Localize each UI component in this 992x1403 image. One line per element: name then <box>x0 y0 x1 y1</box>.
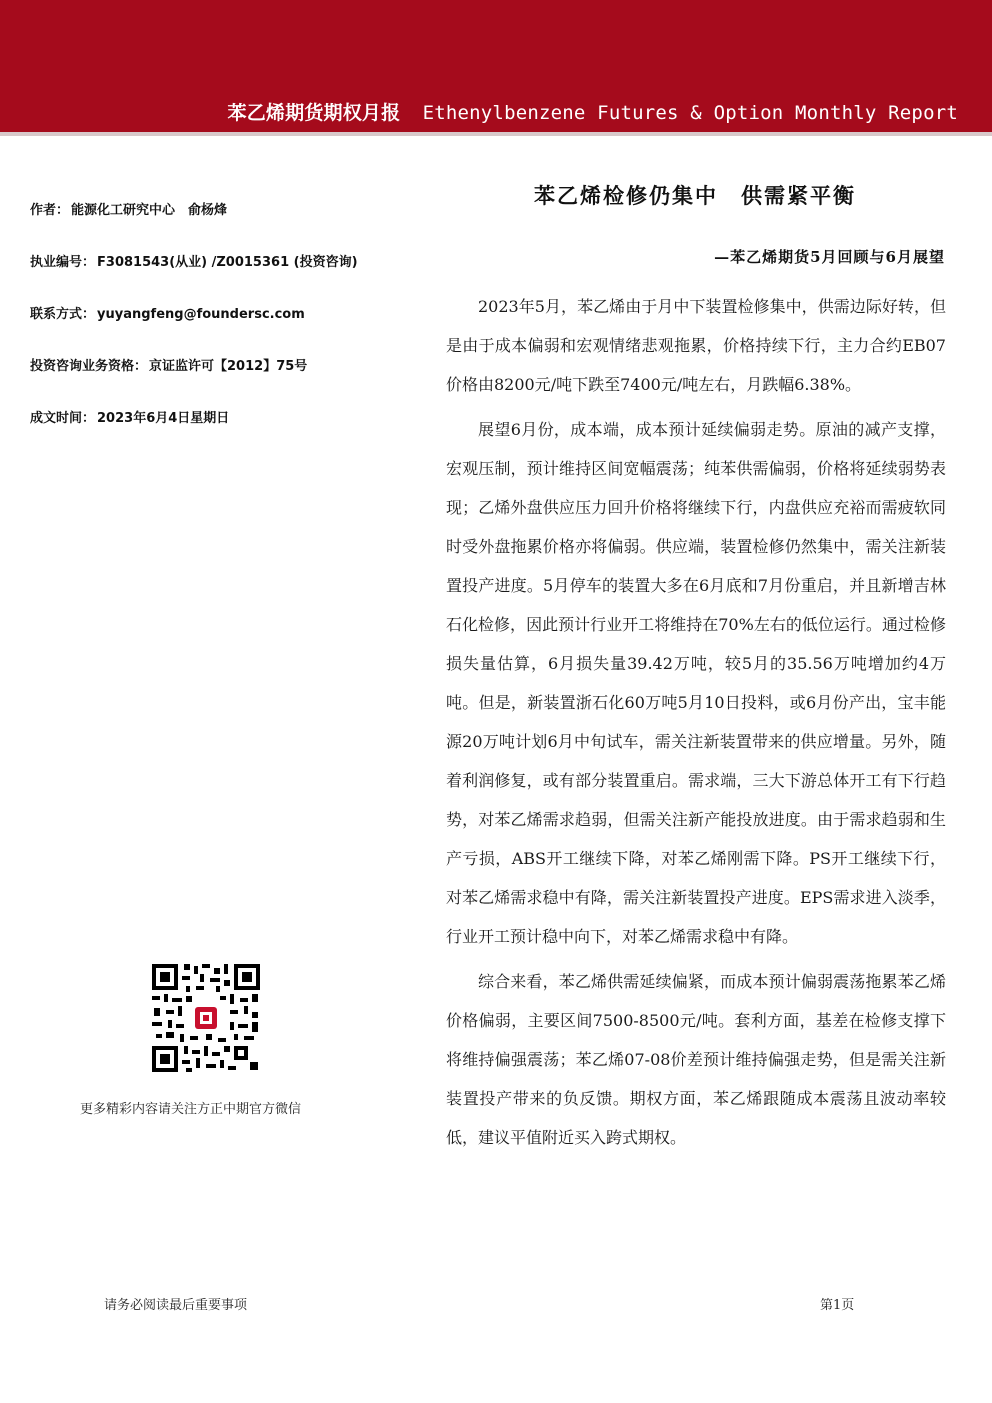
author-value: 能源化工研究中心 俞杨烽 <box>71 203 228 218</box>
header-divider <box>0 132 992 136</box>
qr-caption: 更多精彩内容请关注方正中期官方微信 <box>80 1102 302 1117</box>
qualification-value: 京证监许可【2012】75号 <box>149 359 308 374</box>
date-value: 2023年6月4日星期日 <box>97 411 230 426</box>
contact-label: 联系方式： <box>30 307 96 322</box>
license-label: 执业编号： <box>30 255 96 270</box>
paragraph-2: 展望6月份，成本端，成本预计延续偏弱走势。原油的减产支撑，宏观压制，预计维持区间宽幅震荡；纯苯供需偏弱，价格将延续弱势表现；乙烯外盘供应压力回升价格将继续下行，内盘供应充裕而需疲软同时受外盘拖累价格亦将偏弱。供应端，装置检修仍然集中，需关注新装置投产进度。5月停车的装置大多在6月底和7月份重启，并且新增吉林石化检修，因此预计行业开工将维持在70%左右的低位运行。通过检修损失量估算，6月损失量39.42万吨，较5月的35.56万吨增加约4万吨。但是，新装置浙石化60万吨5月10日投料，或6月份产出，宝丰能源20万吨计划6月中旬试车，需关注新装置带来的供应增量。另外，随着利润修复，或有部分装置重启。需求端，三大下游总体开工有下行趋势，对苯乙烯需求趋弱，但需关注新产能投放进度。由于需求趋弱和生产亏损，ABS开工继续下降，对苯乙烯刚需下降。PS开工继续下行，对苯乙烯需求稳中有降，需关注新装置投产进度。EPS需求进入淡季，行业开工预计稳中向下，对苯乙烯需求稳中有降。 <box>446 420 946 946</box>
license-value: F3081543(从业) /Z0015361 (投资咨询) <box>97 255 358 270</box>
page-number: 第1页 <box>820 1298 855 1313</box>
article-body <box>446 287 946 1163</box>
paragraph-1: 2023年5月，苯乙烯由于月中下装置检修集中，供需边际好转，但是由于成本偏弱和宏观情绪悲观拖累，价格持续下行，主力合约EB07价格由8200元/吨下跌至7400元/吨左右，月跌幅6.38%。 <box>446 297 946 394</box>
author-info <box>30 198 358 458</box>
contact-email[interactable]: yuyangfeng@foundersc.com <box>97 307 305 322</box>
qualification-row <box>30 354 358 406</box>
author-row <box>30 198 358 250</box>
report-series-title-cn: 苯乙烯期货期权月报 <box>227 102 401 124</box>
article-title: 苯乙烯检修仍集中 供需紧平衡 <box>534 183 856 208</box>
contact-row <box>30 302 358 354</box>
license-row <box>30 250 358 302</box>
report-series-title-en: Ethenylbenzene Futures & Option Monthly Report <box>422 102 958 124</box>
qualification-label: 投资咨询业务资格： <box>30 359 148 374</box>
paragraph-3: 综合来看，苯乙烯供需延续偏紧，而成本预计偏弱震荡拖累苯乙烯价格偏弱，主要区间7500-8500元/吨。套利方面，基差在检修支撑下将维持偏强震荡；苯乙烯07-08价差预计维持偏强走势，但是需关注新装置投产带来的负反馈。期权方面，苯乙烯跟随成本震荡且波动率较低，建议平值附近买入跨式期权。 <box>446 972 946 1147</box>
header-banner <box>0 0 992 132</box>
date-row <box>30 406 358 458</box>
wechat-qr-code-icon <box>150 962 262 1074</box>
author-label: 作者： <box>30 203 70 218</box>
article-subtitle: —苯乙烯期货5月回顾与6月展望 <box>714 248 945 266</box>
report-series-title <box>228 98 958 125</box>
footer-notice: 请务必阅读最后重要事项 <box>104 1298 248 1313</box>
date-label: 成文时间： <box>30 411 96 426</box>
